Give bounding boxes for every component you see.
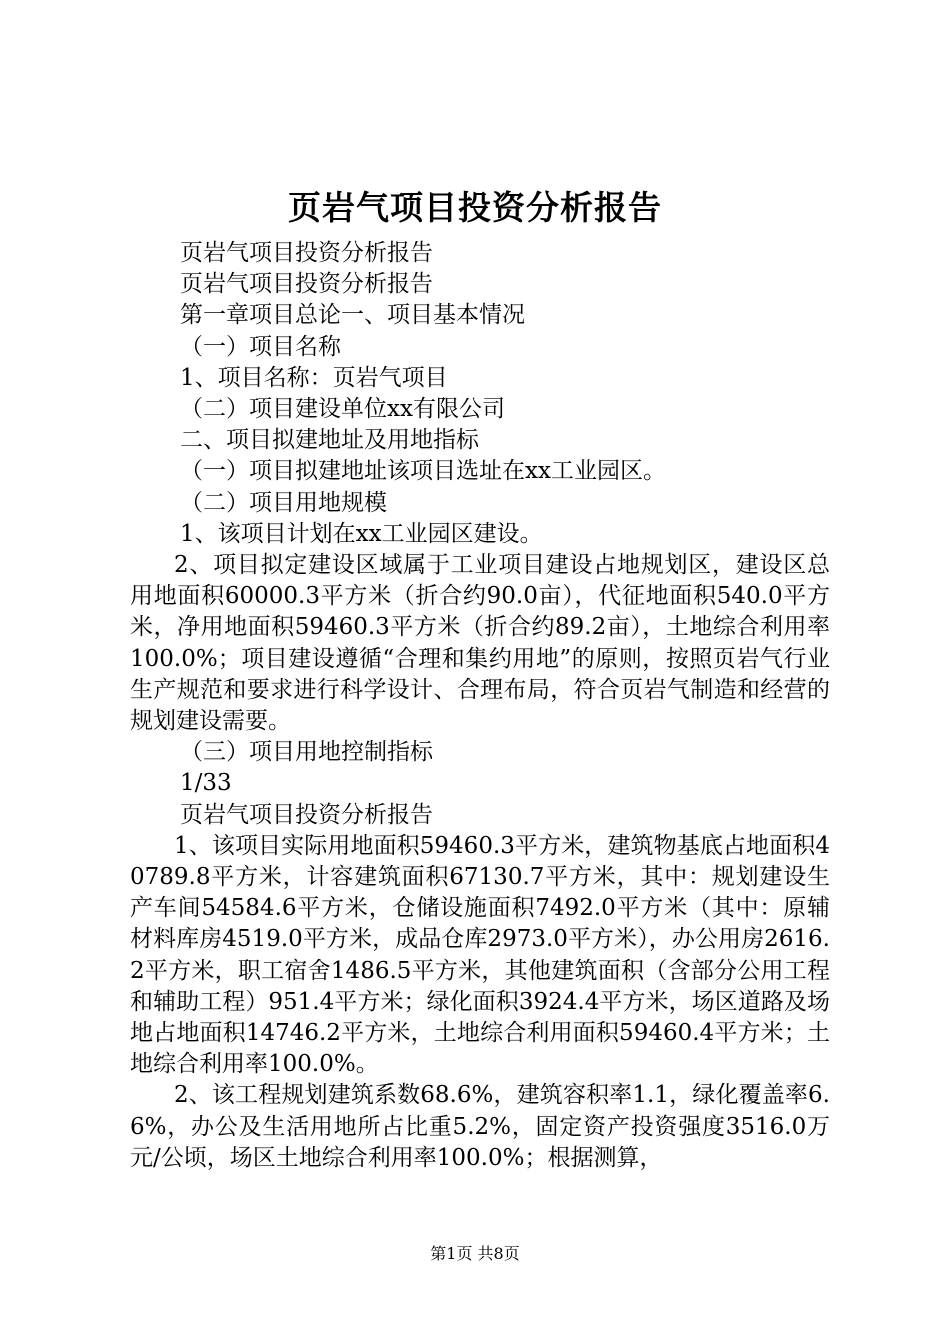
running-header: 页岩气项目投资分析报告 bbox=[180, 801, 433, 828]
section-heading: （一）项目名称 bbox=[180, 333, 341, 360]
text-line: 1、项目名称：页岩气项目 bbox=[180, 364, 448, 391]
document-body bbox=[130, 238, 830, 1174]
section-heading: （一）项目拟建地址该项目选址在xx工业园区。 bbox=[180, 458, 666, 485]
page-marker: 1/33 bbox=[180, 770, 232, 797]
paragraph-land-area: 2、项目拟定建设区域属于工业项目建设占地规划区，建设区总用地面积60000.3平方米（折合约90.0亩），代征地面积540.0平方米，净用地面积59460.3平方米（折合约89.2亩），土地综合利用率100.0%；项目建设遵循“合理和集约用地”的原则，按照页岩气行业生产规范和要求进行科学设计、合理布局，符合页岩气制造和经营的规划建设需要。 bbox=[130, 552, 830, 735]
document-title: 页岩气项目投资分析报告 bbox=[288, 188, 662, 227]
text-line: 页岩气项目投资分析报告 bbox=[180, 271, 433, 298]
text-line: 1、该项目计划在xx工业园区建设。 bbox=[180, 520, 543, 547]
page-footer: 第1页 共8页 bbox=[430, 1244, 520, 1263]
text-line: 页岩气项目投资分析报告 bbox=[180, 240, 433, 266]
chapter-heading: 第一章项目总论一、项目基本情况 bbox=[180, 302, 525, 329]
paragraph-building-area: 1、该项目实际用地面积59460.3平方米，建筑物基底占地面积40789.8平方米，计容建筑面积67130.7平方米，其中：规划建设生产车间54584.6平方米，仓储设施面积7492.0平方米（其中：原辅材料库房4519.0平方米，成品仓库2973.0平方米），办公用房2616.2平方米，职工宿舍1486.5平方米，其他建筑面积（含部分公用工程和辅助工程）951.4平方米；绿化面积3924.4平方米，场区道路及场地占地面积14746.2平方米，土地综合利用面积59460.4平方米；土地综合利用率100.0%。 bbox=[130, 832, 830, 1078]
paragraph-indicators: 2、该工程规划建筑系数68.6%，建筑容积率1.1，绿化覆盖率6.6%，办公及生活用地所占比重5.2%，固定资产投资强度3516.0万元/公顷，场区土地综合利用率100.0%；根据测算， bbox=[130, 1082, 830, 1171]
section-heading: （二）项目建设单位xx有限公司 bbox=[180, 396, 505, 423]
section-heading: （二）项目用地规模 bbox=[180, 489, 387, 516]
section-heading: （三）项目用地控制指标 bbox=[180, 739, 433, 766]
section-heading: 二、项目拟建地址及用地指标 bbox=[180, 427, 479, 454]
